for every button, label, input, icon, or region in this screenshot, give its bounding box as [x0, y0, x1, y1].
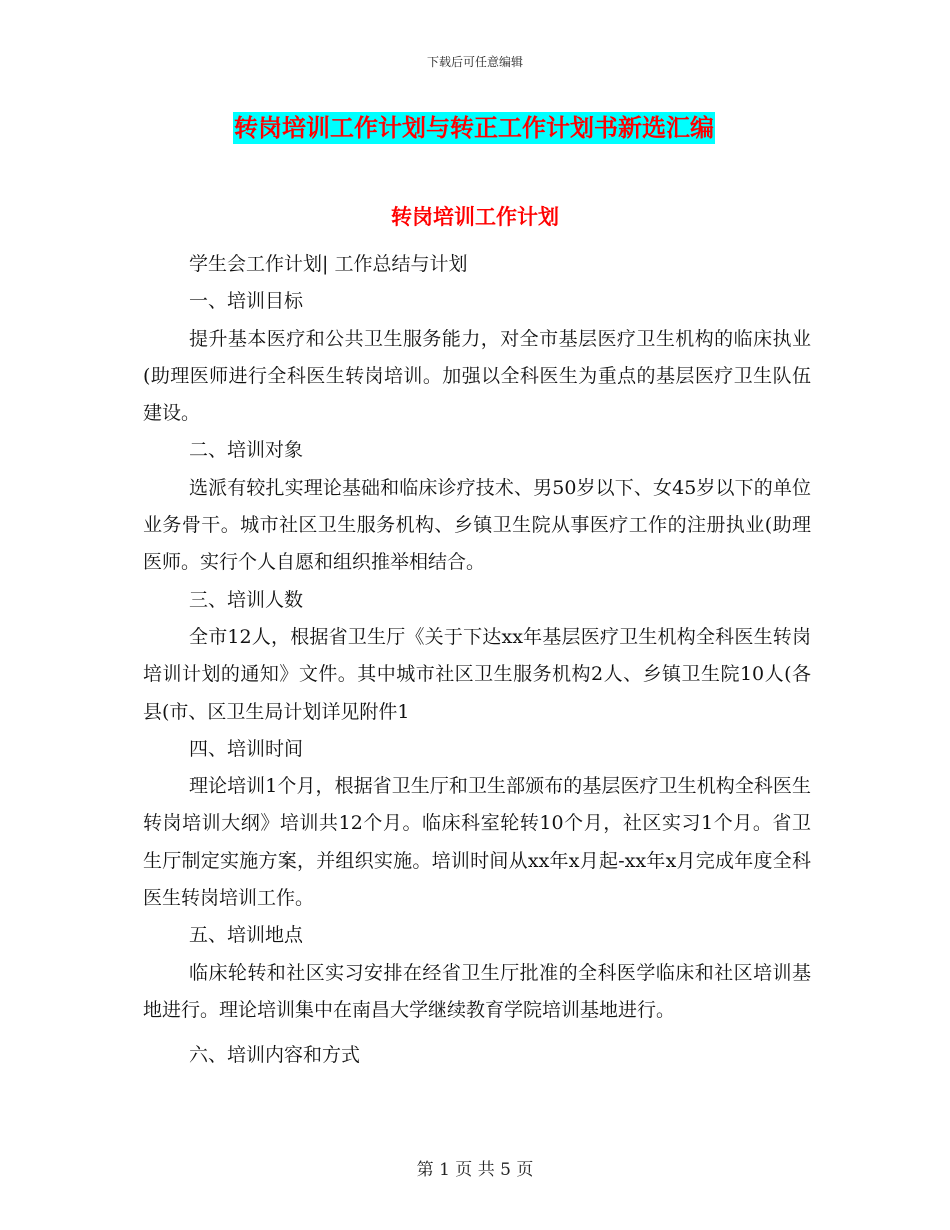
body-paragraph-goal: 提升基本医疗和公共卫生服务能力，对全市基层医疗卫生机构的临床执业(助理医师进行全科医生转岗培训。加强以全科医生为重点的基层医疗卫生队伍建设。: [143, 327, 811, 425]
page-header-note: 下载后可任意编辑: [426, 55, 523, 69]
body-paragraph-location: 临床轮转和社区实习安排在经省卫生厅批准的全科医学临床和社区培训基地进行。理论培训集中在南昌大学继续教育学院培训基地进行。: [143, 961, 811, 1021]
heading-training-time: 四、培训时间: [189, 737, 304, 760]
document-title: 转岗培训工作计划与转正工作计划书新选汇编: [234, 113, 714, 142]
document-body: [143, 246, 811, 1075]
body-paragraph-target: 选派有较扎实理论基础和临床诊疗技术、男50岁以下、女45岁以下的单位业务骨干。城市社区卫生服务机构、乡镇卫生院从事医疗工作的注册执业(助理医师。实行个人自愿和组织推举相结合。: [143, 476, 811, 574]
section-title: 转岗培训工作计划: [391, 204, 559, 229]
heading-training-count: 三、培训人数: [189, 588, 304, 611]
page-footer: 第 1 页 共 5 页: [416, 1160, 534, 1180]
body-paragraph-count: 全市12人，根据省卫生厅《关于下达xx年基层医疗卫生机构全科医生转岗培训计划的通知》文件。其中城市社区卫生服务机构2人、乡镇卫生院10人(各县(市、区卫生局计划详见附件1: [143, 625, 811, 723]
heading-training-target: 二、培训对象: [189, 439, 304, 462]
heading-training-goal: 一、培训目标: [189, 290, 304, 313]
heading-training-location: 五、培训地点: [189, 924, 304, 947]
body-paragraph-source: 学生会工作计划| 工作总结与计划: [189, 253, 468, 275]
body-paragraph-time: 理论培训1个月，根据省卫生厅和卫生部颁布的基层医疗卫生机构全科医生转岗培训大纲》培训共12个月。临床科室轮转10个月，社区实习1个月。省卫生厅制定实施方案，并组织实施。培训时间从xx年x月起-xx年x月完成年度全科医生转岗培训工作。: [143, 775, 811, 910]
heading-training-content: 六、培训内容和方式: [189, 1044, 361, 1067]
